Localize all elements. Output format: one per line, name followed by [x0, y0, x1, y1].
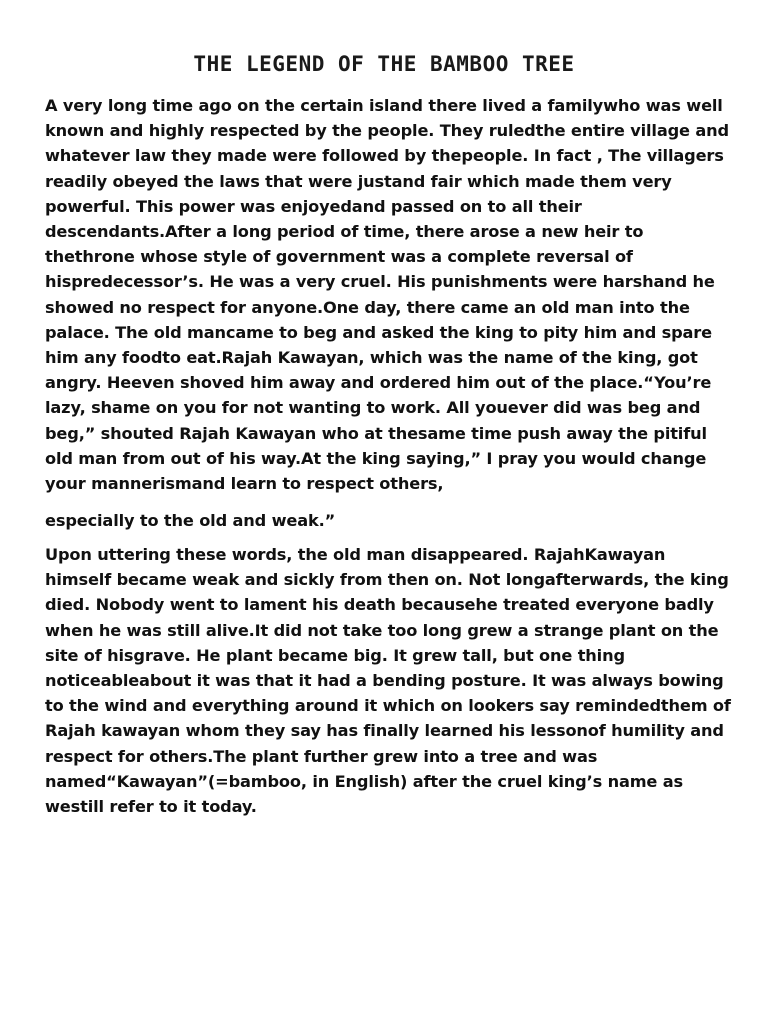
- paragraph-3: Upon uttering these words, the old man disappeared. RajahKawayan himself became weak and sickly from then on. Not longafterwards, the king died. Nobody went to lament his death becausehe treated everyone badly when he was still alive.It did not take too long grew a strange plant on the site of hisgrave. He plant became big. It grew tall, but one thing noticeableabout it was that it had a bending posture. It was always bowing to the wind and everything around it which on lookers say remindedthem of Rajah kawayan whom they say has finally learned his lessonof humility and respect for others.The plant further grew into a tree and was named“Kawayan”(=bamboo, in English) after the cruel king’s name as westill refer to it today.: [45, 545, 731, 817]
- document-title: THE LEGEND OF THE BAMBOO TREE: [193, 52, 575, 76]
- paragraph-1: A very long time ago on the certain island there lived a familywho was well known and highly respected by the people. They ruledthe entire village and whatever law they made were followed by thepeople. In fact , The villagers readily obeyed the laws that were justand fair which made them very powerful. This power was enjoyedand passed on to all their descendants.After a long period of time, there arose a new heir to thethrone whose style of government was a complete reversal of hispredecessor’s. He was a very cruel. His punishments were harshand he showed no respect for anyone.One day, there came an old man into the palace. The old mancame to beg and asked the king to pity him and spare him any foodto eat.Rajah Kawayan, which was the name of the king, got angry. Heeven shoved him away and ordered him out of the place.“You’re lazy, shame on you for not wanting to work. All youever did was beg and beg,” shouted Rajah Kawayan who at thesame time push away the pitiful old man from out of his way.At the king saying,” I pray you would change your mannerismand learn to respect others,: [45, 96, 729, 494]
- paragraph-2: especially to the old and weak.”: [45, 511, 336, 530]
